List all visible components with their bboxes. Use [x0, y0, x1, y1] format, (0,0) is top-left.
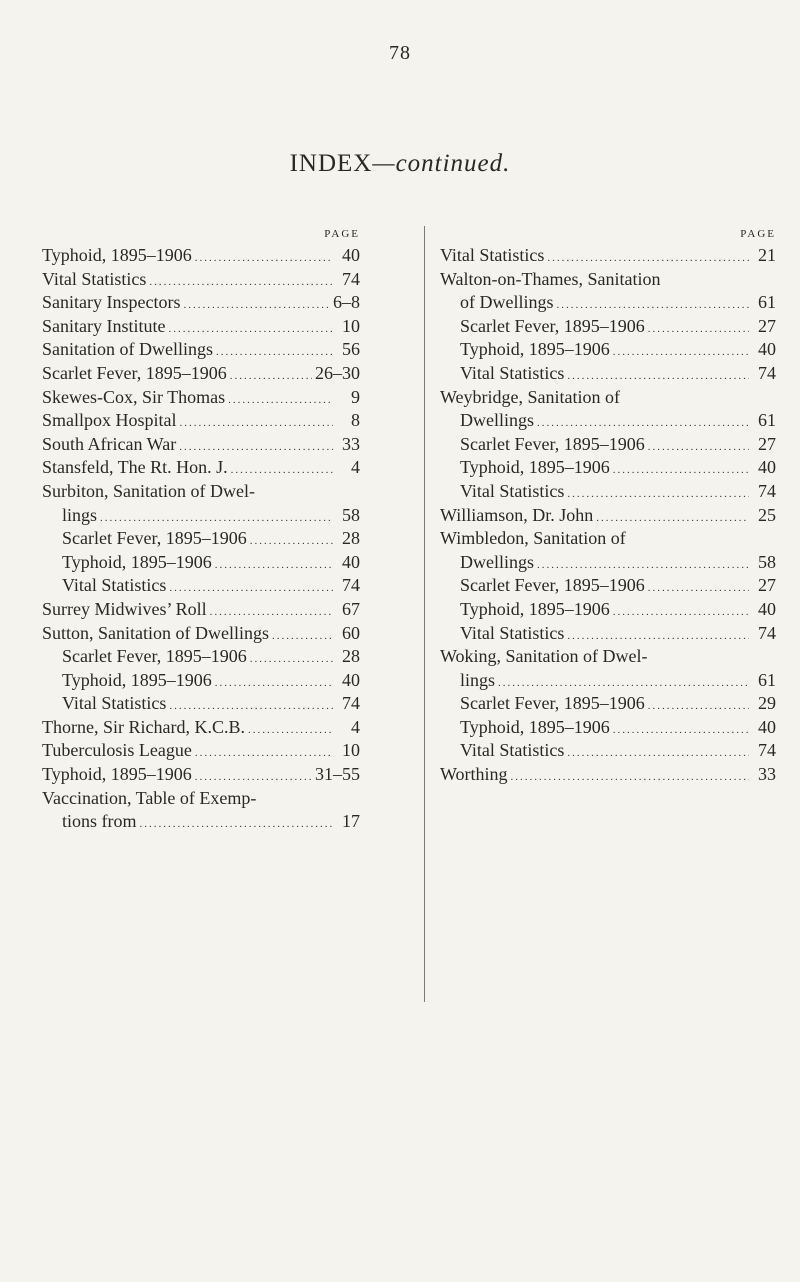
entry-page: 27 [758, 575, 776, 596]
leader-dots [567, 742, 749, 766]
leader-dots [195, 247, 333, 271]
leader-dots [613, 341, 749, 365]
entry-text: Scarlet Fever, 1895–1906 [42, 362, 227, 383]
entry-page: 4 [351, 716, 360, 737]
entry-page: 8 [351, 410, 360, 431]
entry-page: 21 [758, 245, 776, 265]
index-entry [440, 338, 776, 362]
index-title [0, 150, 800, 178]
entry-page: 25 [758, 504, 776, 525]
index-column-left [42, 224, 360, 834]
index-entry [440, 433, 776, 457]
index-entry [440, 598, 776, 622]
leader-dots [613, 459, 749, 483]
index-entry [440, 739, 776, 763]
page-number: 78 [389, 42, 411, 64]
leader-dots [230, 365, 312, 389]
entry-text: of Dwellings [460, 292, 554, 313]
index-title-main: INDEX [289, 150, 373, 177]
entry-page: 60 [342, 622, 360, 643]
index-entry [440, 622, 776, 646]
index-entry [42, 268, 360, 292]
entry-page: 74 [758, 740, 776, 761]
entry-text: Vital Statistics [440, 245, 545, 265]
entry-page: 10 [342, 740, 360, 761]
entry-page: 28 [342, 528, 360, 549]
entry-text: lings [62, 504, 98, 525]
entry-text: Scarlet Fever, 1895–1906 [460, 575, 645, 596]
index-entry [440, 409, 776, 433]
entry-text: Sutton, Sanitation of Dwellings [42, 622, 269, 643]
entry-page: 74 [342, 575, 360, 596]
entry-page: 61 [758, 292, 776, 313]
entry-page: 74 [758, 480, 776, 501]
index-entry [440, 645, 776, 669]
index-entry [42, 787, 360, 811]
entry-page: 31–55 [315, 764, 360, 785]
entry-text: Scarlet Fever, 1895–1906 [62, 646, 247, 667]
entry-text: Sanitary Inspectors [42, 292, 181, 313]
leader-dots [248, 719, 333, 743]
index-title-suffix: —continued. [372, 150, 511, 177]
entry-page: 56 [342, 339, 360, 360]
leader-dots [140, 813, 334, 837]
entry-page: 9 [351, 386, 360, 407]
leader-dots [613, 719, 749, 743]
entry-page: 27 [758, 433, 776, 454]
entry-text: Sanitary Institute [42, 315, 166, 336]
entry-text: Vital Statistics [62, 693, 167, 714]
entry-page: 33 [758, 764, 776, 785]
entry-page: 40 [758, 598, 776, 619]
entry-page: 58 [758, 551, 776, 572]
entry-text: Dwellings [460, 410, 534, 431]
leader-dots [648, 436, 749, 460]
entry-page: 40 [342, 669, 360, 690]
entry-text: Wimbledon, Sanitation of [440, 528, 626, 549]
entry-page: 40 [758, 339, 776, 360]
index-entry [440, 456, 776, 480]
index-entry [42, 244, 360, 268]
entry-page: 67 [342, 598, 360, 619]
index-entry [42, 716, 360, 740]
page-column-header: PAGE [324, 228, 360, 240]
entry-text: Typhoid, 1895–1906 [42, 245, 192, 265]
leader-dots [250, 530, 333, 554]
leader-dots [648, 577, 749, 601]
index-entry [42, 763, 360, 787]
entry-page: 17 [342, 811, 360, 832]
entry-text: Smallpox Hospital [42, 410, 177, 431]
entry-text: Weybridge, Sanitation of [440, 386, 621, 407]
index-entry [42, 551, 360, 575]
leader-dots [228, 389, 333, 413]
entry-page: 61 [758, 669, 776, 690]
leader-dots [180, 412, 334, 436]
index-entry [42, 480, 360, 504]
entry-text: Typhoid, 1895–1906 [460, 598, 610, 619]
entry-text: Stansfeld, The Rt. Hon. J. [42, 457, 228, 478]
index-entry [440, 716, 776, 740]
entry-text: Typhoid, 1895–1906 [62, 551, 212, 572]
entry-page: 10 [342, 315, 360, 336]
entry-text: Typhoid, 1895–1906 [42, 764, 192, 785]
entry-page: 40 [758, 716, 776, 737]
entry-text: Vital Statistics [42, 268, 147, 289]
entry-text: Vaccination, Table of Exemp- [42, 787, 257, 808]
leader-dots [648, 318, 749, 342]
index-entry [440, 480, 776, 504]
index-entry [42, 622, 360, 646]
entry-text: Dwellings [460, 551, 534, 572]
entry-text: Vital Statistics [460, 480, 565, 501]
leader-dots [183, 294, 330, 318]
leader-dots [613, 601, 749, 625]
entry-text: Scarlet Fever, 1895–1906 [460, 315, 645, 336]
index-entry [42, 527, 360, 551]
leader-dots [511, 766, 749, 790]
entry-page: 28 [342, 646, 360, 667]
index-entry [42, 433, 360, 457]
entry-text: Typhoid, 1895–1906 [460, 457, 610, 478]
index-entry [42, 739, 360, 763]
index-entry [440, 504, 776, 528]
index-entry [440, 527, 776, 551]
entry-page: 74 [758, 362, 776, 383]
index-entry [440, 268, 776, 292]
index-entries-right [440, 244, 776, 787]
leader-dots [215, 554, 333, 578]
index-entry [42, 291, 360, 315]
leader-dots [648, 695, 749, 719]
entry-page: 26–30 [315, 362, 360, 383]
entry-page: 6–8 [333, 292, 360, 313]
entry-page: 29 [758, 693, 776, 714]
entry-page: 61 [758, 410, 776, 431]
entry-page: 40 [758, 457, 776, 478]
index-entry [42, 386, 360, 410]
entry-text: Vital Statistics [460, 622, 565, 643]
index-entry [42, 645, 360, 669]
entry-text: Vital Statistics [460, 740, 565, 761]
entry-text: Vital Statistics [460, 362, 565, 383]
index-entry [440, 551, 776, 575]
entry-text: Thorne, Sir Richard, K.C.B. [42, 716, 245, 737]
index-entry [42, 669, 360, 693]
entry-text: Typhoid, 1895–1906 [62, 669, 212, 690]
leader-dots [272, 625, 333, 649]
entry-text: Worthing [440, 764, 508, 785]
index-column-right [440, 224, 776, 787]
entry-page: 74 [342, 693, 360, 714]
entry-text: Tuberculosis League [42, 740, 192, 761]
index-entry [42, 504, 360, 528]
index-entry [440, 291, 776, 315]
leader-dots [567, 483, 749, 507]
index-entry [42, 574, 360, 598]
entry-text: South African War [42, 433, 177, 454]
index-entry [42, 338, 360, 362]
entry-page: 27 [758, 315, 776, 336]
index-entry [42, 315, 360, 339]
entry-page: 33 [342, 433, 360, 454]
index-entry [42, 409, 360, 433]
entry-text: Williamson, Dr. John [440, 504, 594, 525]
entry-text: Skewes-Cox, Sir Thomas [42, 386, 226, 407]
index-entries-left [42, 244, 360, 834]
entry-text: Surrey Midwives’ Roll [42, 598, 207, 619]
entry-text: lings [460, 669, 496, 690]
entry-text: Scarlet Fever, 1895–1906 [460, 693, 645, 714]
entry-text: Scarlet Fever, 1895–1906 [460, 433, 645, 454]
index-entry [440, 315, 776, 339]
entry-text: Typhoid, 1895–1906 [460, 716, 610, 737]
index-entry [440, 669, 776, 693]
leader-dots [250, 648, 333, 672]
leader-dots [215, 672, 333, 696]
entry-text: Vital Statistics [62, 575, 167, 596]
index-entry [440, 244, 776, 268]
index-entry [440, 362, 776, 386]
index-entry [42, 810, 360, 834]
entry-page: 58 [342, 504, 360, 525]
entry-page: 74 [758, 622, 776, 643]
index-entry [440, 692, 776, 716]
entry-page: 74 [342, 268, 360, 289]
index-entry [440, 574, 776, 598]
entry-text: Walton-on-Thames, Sanitation [440, 268, 661, 289]
entry-text: Surbiton, Sanitation of Dwel- [42, 480, 255, 501]
index-entry [42, 362, 360, 386]
entry-text: Scarlet Fever, 1895–1906 [62, 528, 247, 549]
entry-page: 4 [351, 457, 360, 478]
entry-text: Typhoid, 1895–1906 [460, 339, 610, 360]
page-column-header: PAGE [740, 228, 776, 240]
column-divider [424, 226, 425, 1002]
entry-page: 40 [342, 551, 360, 572]
entry-text: Woking, Sanitation of Dwel- [440, 646, 648, 667]
index-entry [42, 456, 360, 480]
index-entry [440, 763, 776, 787]
entry-text: Sanitation of Dwellings [42, 339, 213, 360]
index-entry [440, 386, 776, 410]
leader-dots [195, 742, 333, 766]
entry-page: 40 [342, 245, 360, 265]
index-entry [42, 692, 360, 716]
index-entry [42, 598, 360, 622]
entry-text: tions from [62, 811, 137, 832]
